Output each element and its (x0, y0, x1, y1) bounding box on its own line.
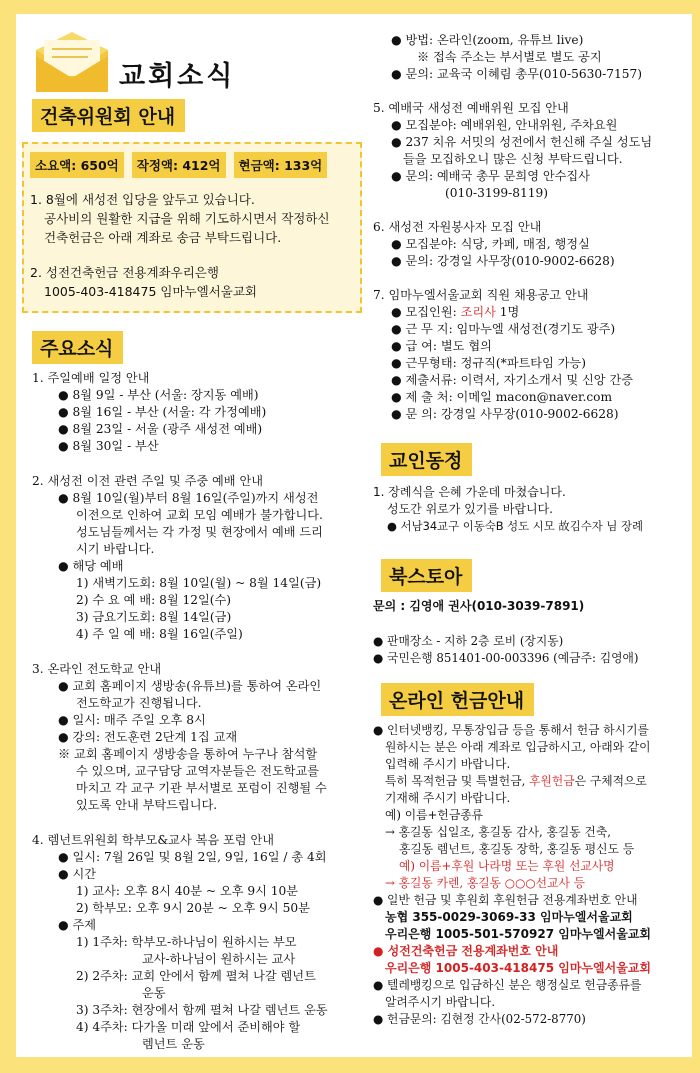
amount-pledged: 작정액: 412억 (132, 152, 226, 178)
page-title: 교회소식 (119, 61, 236, 92)
building-section (16, 99, 371, 313)
offering-section (373, 683, 691, 1028)
building-item-2: 2. 성전건축헌금 전용계좌우리은행 1005-403-418475 임마누엘서울교회 (30, 265, 257, 299)
church-news-page (16, 14, 692, 1057)
section-title-people: 교인동정 (381, 443, 472, 476)
section-title-offering: 온라인 헌금안내 (381, 683, 534, 716)
news-list: 1. 주일예배 일정 안내 ● 8월 9일 - 부산 (서울: 장지동 예배) ● 8월 16일 - 부산 (서울: 각 가정예배) ● 8월 23일 - 서울 (광주 새성전 예배) ● 8월 30일 - 부산 2. 새성전 이전 관련 주일 및 주중 예배 안내 ● 8월 10일(월)부터 8월 16일(주일)까지 새성전 이전으로 인하여 교회 모임 예배가 불가합니다. 성도님들께서는 각 가정 및 현장에서 예배 드리 시기 바랍니다. ● 해당 예배 1) 새벽기도회: 8월 10일(월) ~ 8월 14일(금) 2) 수 요 예 배: 8월 12일(수) 3) 금요기도회: 8월 14일(금) 4) 주 일 예 배: 8월 16일(주일) 3. 온라인 전도학교 안내 ● 교회 홈페이지 생방송(유튜브)를 통하여 온라인 전도학교가 진행됩니다. ● 일시: 매주 주일 오후 8시 ● 강의: 전도훈련 2단계 1집 교재 ※ 교회 홈페이지 생방송을 통하여 누구나 참석할 수 있으며, 교구담당 교역자분들은 전도학교를 마치고 각 교구 기관 부서별로 포럼이 진행될 수 있도록 안내 부탁드립니다. 4. 렘넌트위원회 학부모&교사 복음 포럼 안내 ● 일시: 7월 26일 및 8월 2일, 9일, 16일 / 총 4회 ● 시간 1) 교사: 오후 8시 40분 ~ 오후 9시 10분 2) 학부모: 오후 9시 20분 ~ 오후 9시 50분 ● 주제 1) 1주차: 학부모-하나님이 원하시는 부모 교사-하나님이 원하시는 교사 2) 2주차: 교회 안에서 함께 펼쳐 나갈 렘넌트 운동 3) 3주차: 현장에서 함께 펼쳐 나갈 렘넌트 운동 4) 4주차: 다가올 미래 앞에서 준비해야 할 렘넌트 운동 (32, 371, 328, 1051)
section-title-books: 북스토아 (381, 559, 472, 592)
people-section (373, 443, 691, 535)
left-column (16, 14, 371, 1053)
header (16, 14, 371, 99)
amount-needed: 소요액: 650억 (30, 152, 124, 178)
section-title-building: 건축위원회 안내 (32, 99, 185, 132)
forum-details: ● 방법: 온라인(zoom, 유튜브 live) ※ 접속 주소는 부서별로 별도 공지 ● 문의: 교육국 이혜림 총무(010-5630-7157) 5. 예배국 새성전 예배위원 모집 안내 ● 모집분야: 예배위원, 안내위원, 주차요원 ● 237 치유 서밋의 성전에서 헌신해 주실 성도님 들을 모집하오니 많은 신청 부탁드립니다. ● 문의: 예배국 총무 문희영 안수집사 (010-3199-8119) 6. 새성전 자원봉사자 모집 안내 ● 모집분야: 식당, 카페, 매점, 행정실 ● 문의: 강경일 사무장(010-9002-6628) 7. 임마누엘서울교회 직원 채용공고 안내 ● 모집인원: 조리사 1명 ● 근 무 지: 임마누엘 새성전(경기도 광주) ● 급 여: 별도 협의 ● 근무형태: 정규직(*파트타임 가능) ● 제출서류: 이력서, 자기소개서 및 신앙 간증 ● 제 출 처: 이메일 macon@naver.com ● 문 의: 강경일 사무장(010-9002-6628) (373, 32, 691, 423)
building-item-1: 1. 8월에 새성전 입당을 앞두고 있습니다. 공사비의 원활한 지급을 위해 기도하시면서 작정하신 건축헌금은 아래 계좌로 송금 부탁드립니다. (30, 192, 330, 245)
offering-list: ● 인터넷뱅킹, 무통장입금 등을 통해서 헌금 하시기를 원하시는 분은 아래 계좌로 입금하시고, 아래와 같이 입력해 주시기 바랍니다. 특히 목적헌금 및 특별헌금, 후원헌금은 구체적으로 기재해 주시기 바랍니다. 예) 이름+헌금종류 → 홍길동 십일조, 홍길동 감사, 홍길동 건축, 홍길동 렘넌트, 홍길동 장학, 홍길동 평신도 등 예) 이름+후원 나라명 또는 후원 선교사명 → 홍길동 카렌, 홍길동 ○○○선교사 등 ● 일반 헌금 및 후원회 후원헌금 전용계좌번호 안내 농협 355-0029-3069-33 임마누엘서울교회 우리은행 1005-501-570927 임마누엘서울교회 ● 성전건축헌금 전용계좌번호 안내 우리은행 1005-403-418475 임마누엘서울교회 ● 텔레뱅킹으로 입금하신 분은 행정실로 헌금종류를 알려주시기 바랍니다. ● 헌금문의: 김현정 간사(02-572-8770) (373, 722, 691, 1028)
news-section (16, 331, 371, 1053)
books-section (373, 559, 691, 667)
section-title-news: 주요소식 (32, 331, 123, 364)
recruit-role: ● 모집인원: 조리사 1명 (391, 305, 520, 319)
right-column (373, 14, 691, 1028)
people-list: 1. 장례식을 은혜 가운데 마쳤습니다. 성도간 위로가 있기를 바랍니다. ● 서남34교구 이동숙B 성도 시모 故김수자 님 장례 (373, 485, 644, 533)
offering-special-note: 특히 목적헌금 및 특별헌금, 후원헌금은 구체적으로 (385, 774, 647, 788)
building-box (22, 142, 362, 313)
books-list: 문의 : 김영애 권사(010-3039-7891) ● 판매장소 - 지하 2층 로비 (장지동) ● 국민은행 851401-00-003396 (예금주: 김영애) (373, 599, 639, 665)
amount-paid: 현금액: 133억 (234, 152, 328, 178)
envelope-icon (32, 32, 112, 94)
